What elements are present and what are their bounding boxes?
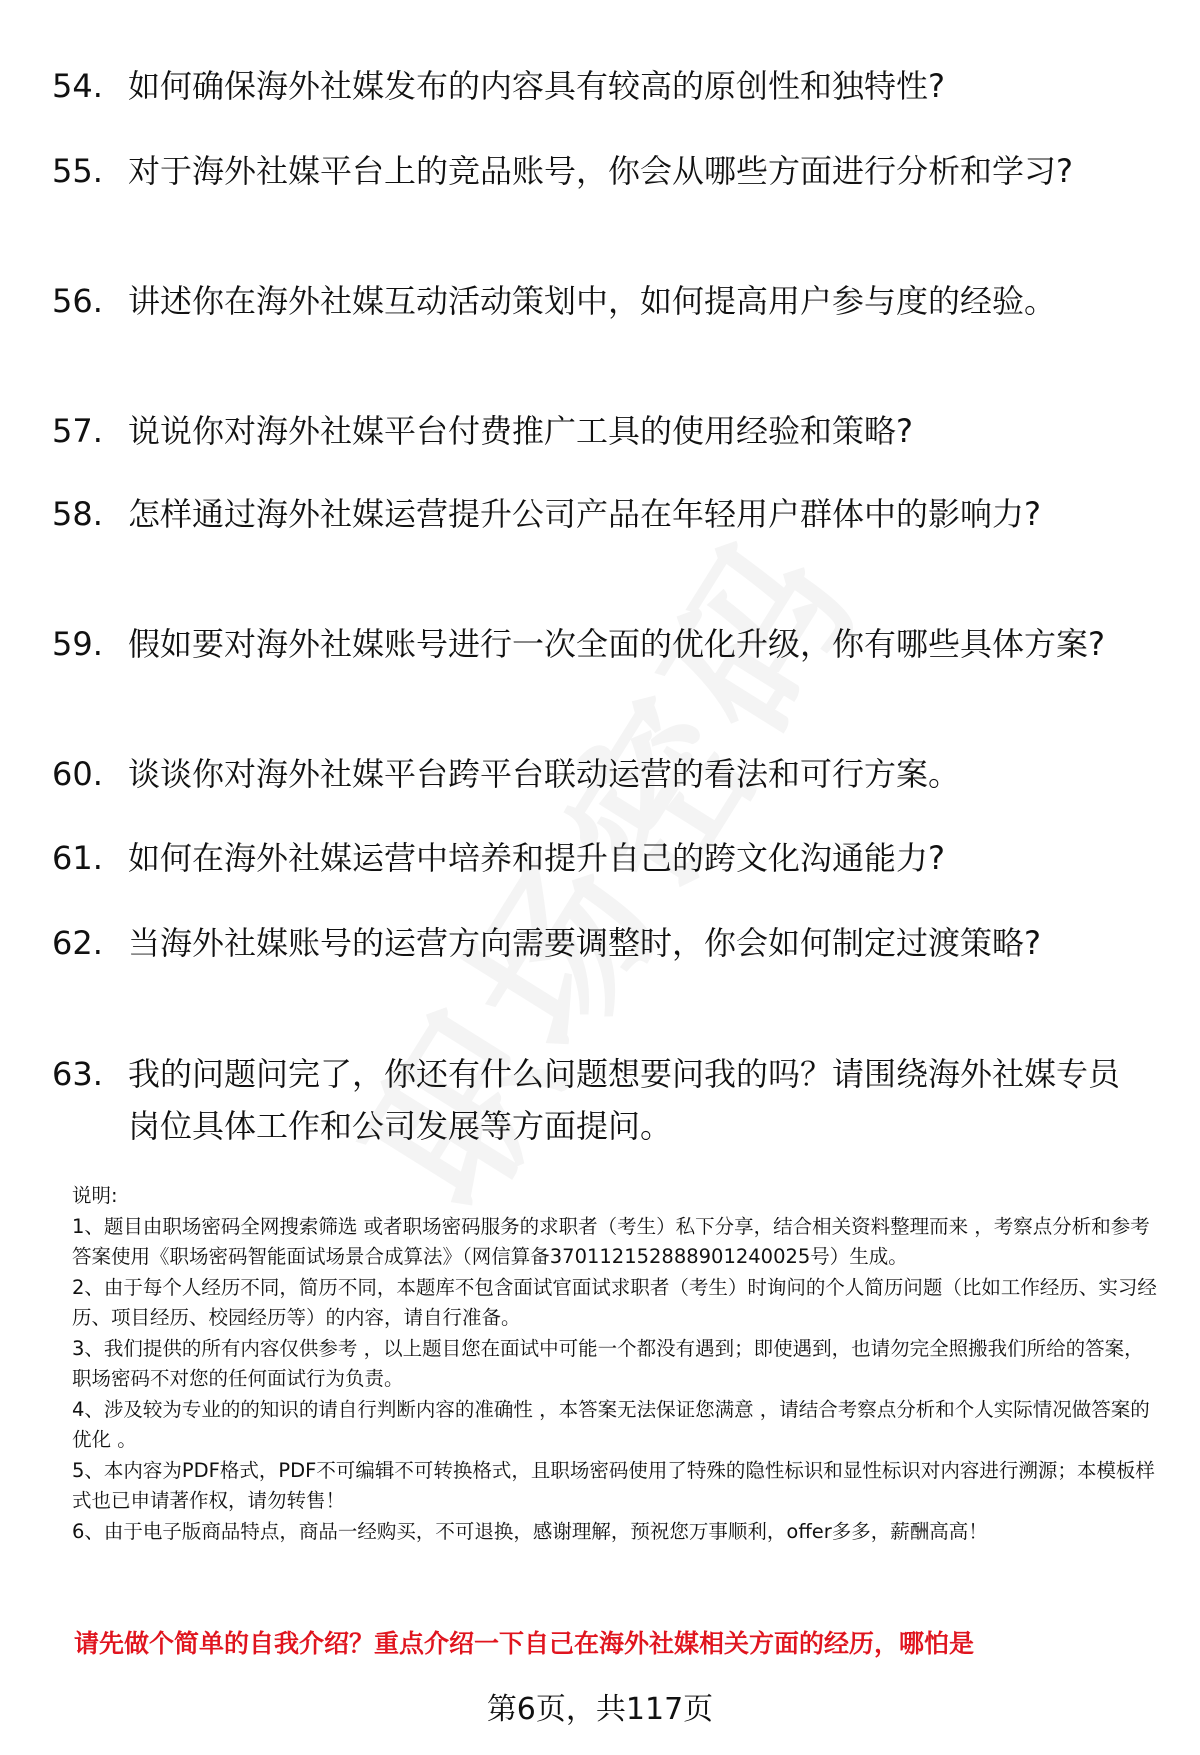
question-text: 如何确保海外社媒发布的内容具有较高的原创性和独特性? [128,67,945,105]
question-text: 讲述你在海外社媒互动活动策划中，如何提高用户参与度的经验。 [128,282,1057,320]
page-indicator: 第6页，共117页 [486,1692,714,1727]
question-number: 60. [52,755,103,793]
question-number: 61. [52,839,103,877]
question-item [52,618,1152,670]
question-text: 假如要对海外社媒账号进行一次全面的优化升级，你有哪些具体方案? [128,625,1105,663]
question-text: 怎样通过海外社媒运营提升公司产品在年轻用户群体中的影响力? [128,495,1041,533]
question-number: 55. [52,152,103,190]
question-number: 57. [52,412,103,450]
question-text: 我的问题问完了，你还有什么问题想要问我的吗？请围绕海外社媒专员岗位具体工作和公司发展等方面提问。 [128,1055,1121,1145]
note-item: 5、本内容为PDF格式，PDF不可编辑不可转换格式，且职场密码使用了特殊的隐性标识和显性标识对内容进行溯源；本模板样式也已申请著作权，请勿转售！ [72,1458,1155,1512]
question-item [52,832,1152,884]
question-item [52,405,1152,457]
disclaimer-notes [72,1181,1162,1547]
question-item [52,748,1152,800]
question-item [52,917,1152,969]
note-item: 3、我们提供的所有内容仅供参考 ，以上题目您在面试中可能一个都没有遇到；即使遇到，也请勿完全照搬我们所给的答案，职场密码不对您的任何面试行为负责。 [72,1336,1144,1390]
notes-title: 说明: [72,1184,118,1207]
question-text: 说说你对海外社媒平台付费推广工具的使用经验和策略? [128,412,913,450]
question-item [52,488,1152,540]
question-item [52,60,1152,112]
question-item [52,145,1152,197]
note-item: 2、由于每个人经历不同，简历不同，本题库不包含面试官面试求职者（考生）时询问的个人简历问题（比如工作经历、实习经历、项目经历、校园经历等）的内容，请自行准备。 [72,1275,1157,1329]
question-number: 62. [52,924,103,962]
question-text: 当海外社媒账号的运营方向需要调整时，你会如何制定过渡策略? [128,924,1041,962]
question-number: 54. [52,67,103,105]
question-text: 对于海外社媒平台上的竞品账号，你会从哪些方面进行分析和学习? [128,152,1073,190]
highlight-question: 请先做个简单的自我介绍？重点介绍一下自己在海外社媒相关方面的经历，哪怕是 [74,1629,975,1658]
question-number: 56. [52,282,103,320]
question-item [52,275,1152,327]
question-number: 58. [52,495,103,533]
question-text: 如何在海外社媒运营中培养和提升自己的跨文化沟通能力? [128,839,945,877]
question-number: 63. [52,1055,103,1093]
note-item: 6、由于电子版商品特点，商品一经购买，不可退换，感谢理解，预祝您万事顺利，offer多多，薪酬高高！ [72,1519,988,1543]
note-item: 4、涉及较为专业的的知识的请自行判断内容的准确性 ，本答案无法保证您满意 ，请结合考察点分析和个人实际情况做答案的优化 。 [72,1397,1150,1451]
question-number: 59. [52,625,103,663]
note-item: 1、题目由职场密码全网搜索筛选 或者职场密码服务的求职者（考生）私下分享，结合相关资料整理而来 ，考察点分析和参考答案使用《职场密码智能面试场景合成算法》（网信算备370112152888901240025号）生成。 [72,1214,1150,1268]
question-item [52,1048,1152,1152]
question-text: 谈谈你对海外社媒平台跨平台联动运营的看法和可行方案。 [128,755,961,793]
